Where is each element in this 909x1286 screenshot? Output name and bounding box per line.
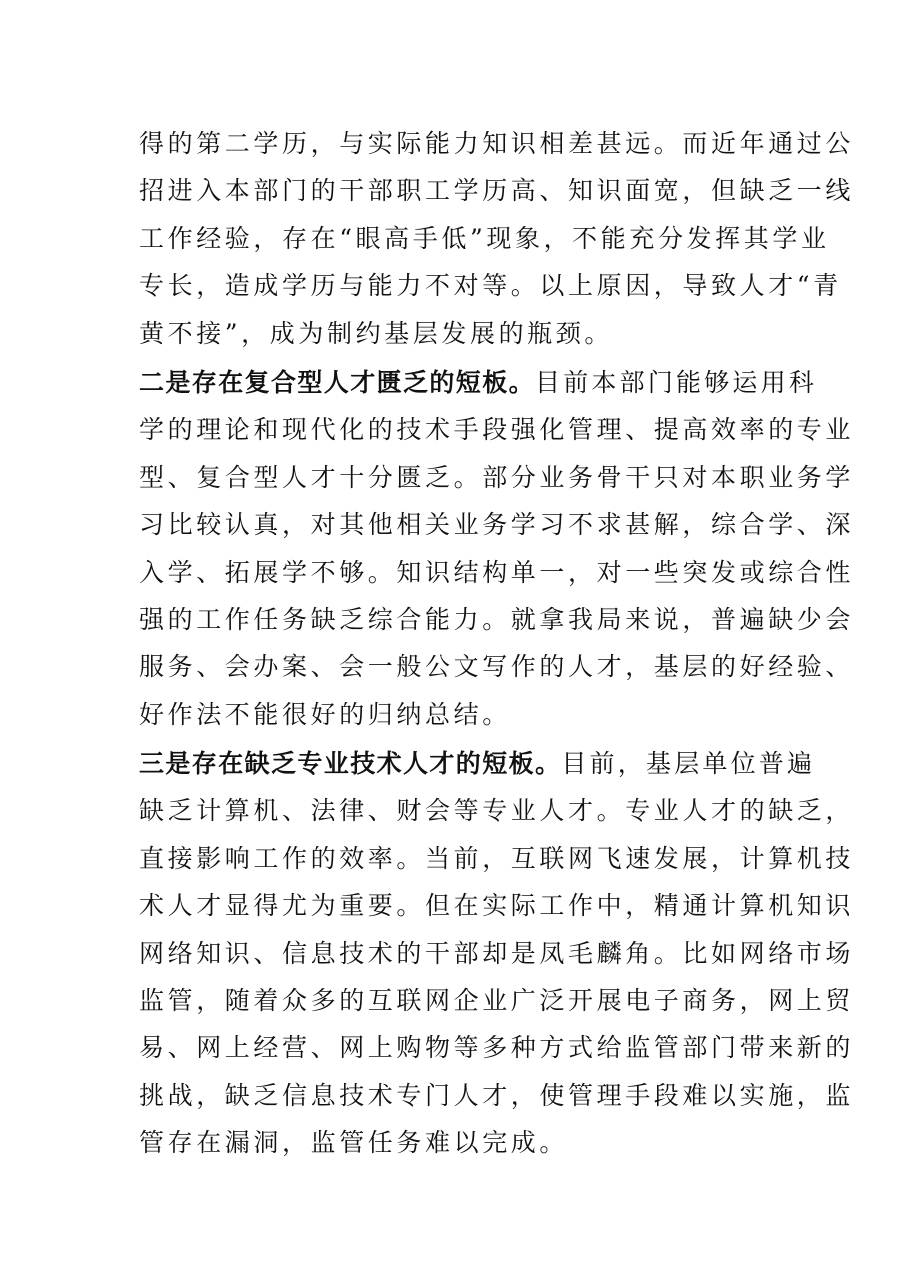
text-line: 管存在漏洞，监管任务难以完成。 xyxy=(139,1128,569,1158)
text-line: 学的理论和现代化的技术手段强化管理、提高效率的专业 xyxy=(139,415,855,445)
paragraph-2 xyxy=(139,359,855,738)
text-line: 招进入本部门的干部职工学历高、知识面宽，但缺乏一线 xyxy=(139,176,855,206)
text-line: 得的第二学历，与实际能力知识相差甚远。而近年通过公 xyxy=(139,129,855,158)
text-line: 服务、会办案、会一般公文写作的人才，基层的好经验、 xyxy=(139,652,855,682)
paragraph-heading: 三是存在缺乏专业技术人才的短板。 xyxy=(139,749,562,779)
text-line: 挑战，缺乏信息技术专门人才，使管理手段难以实施，监 xyxy=(139,1080,855,1110)
paragraph-heading: 二是存在复合型人才匮乏的短板。 xyxy=(139,367,536,397)
text-line xyxy=(139,359,818,406)
text-line: 黄不接”，成为制约基层发展的瓶颈。 xyxy=(139,318,613,348)
text-line: 专长，造成学历与能力不对等。以上原因，导致人才“青 xyxy=(139,271,842,301)
text-line: 强的工作任务缺乏综合能力。就拿我局来说，普遍缺少会 xyxy=(139,604,855,634)
text-line: 术人才显得尤为重要。但在实际工作中，精通计算机知识 xyxy=(139,891,855,921)
paragraph-3 xyxy=(139,740,855,1167)
text-line: 网络知识、信息技术的干部却是凤毛麟角。比如网络市场 xyxy=(139,938,855,968)
text-line: 型、复合型人才十分匮乏。部分业务骨干只对本职业务学 xyxy=(139,462,855,492)
text-line: 工作经验，存在“眼高手低”现象，不能充分发挥其学业 xyxy=(139,223,830,253)
text-line: 直接影响工作的效率。当前，互联网飞速发展，计算机技 xyxy=(139,843,855,873)
paragraph-1 xyxy=(139,120,855,357)
body-text xyxy=(139,120,855,1167)
text-line xyxy=(139,740,816,787)
text-line: 缺乏计算机、法律、财会等专业人才。专业人才的缺乏， xyxy=(139,796,855,826)
paragraph-text: 目前，基层单位普遍 xyxy=(561,749,816,779)
text-line: 监管，随着众多的互联网企业广泛开展电子商务，网上贸 xyxy=(139,986,855,1016)
text-line: 好作法不能很好的归纳总结。 xyxy=(139,699,511,729)
paragraph-text: 目前本部门能够运用科 xyxy=(535,367,818,397)
text-line: 易、网上经营、网上购物等多种方式给监管部门带来新的 xyxy=(139,1033,855,1063)
text-line: 入学、拓展学不够。知识结构单一，对一些突发或综合性 xyxy=(139,557,855,587)
text-line: 习比较认真，对其他相关业务学习不求甚解，综合学、深 xyxy=(139,510,855,540)
